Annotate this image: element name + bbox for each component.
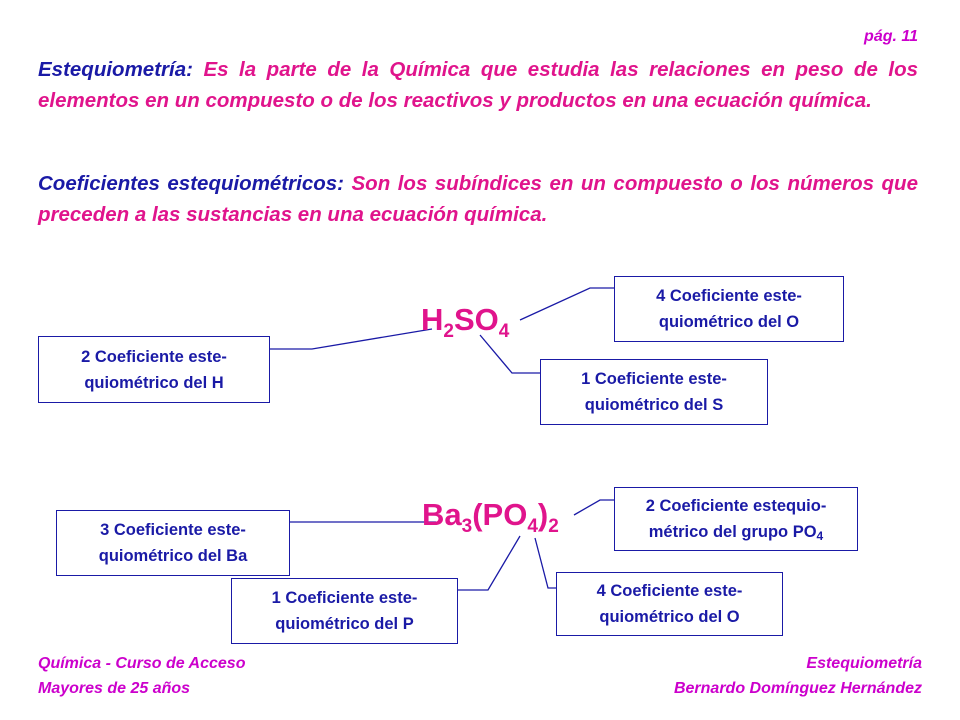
connector-h — [270, 329, 432, 349]
connector-o-top — [520, 288, 614, 320]
connector-p — [458, 536, 520, 590]
definition-text: Son los subíndices en un compuesto o los números que preceden a las sustancias en una ecuación química. — [38, 172, 918, 226]
box-coef-ba: 3 Coeficiente este- quiométrico del Ba — [56, 510, 290, 576]
box-coef-h: 2 Coeficiente este- quiométrico del H — [38, 336, 270, 403]
definition-term: Estequiometría: — [38, 58, 193, 81]
footer-course: Química - Curso de Acceso Mayores de 25 años — [38, 655, 246, 697]
page-number: pág. 11 — [864, 28, 918, 45]
box-coef-s: 1 Coeficiente este- quiométrico del S — [540, 359, 768, 425]
connector-s — [480, 335, 540, 373]
formula-h2so4: $H_2SO_4$ — [421, 302, 510, 342]
connector-o-bottom — [535, 538, 556, 588]
box-coef-p: 1 Coeficiente este- quiométrico del P — [231, 578, 458, 644]
formula-ba3po42: $Ba_3(PO_4)_2$ — [422, 497, 559, 537]
box-coef-po4: 2 Coeficiente estequio- métrico del grupo $PO_4$ — [614, 487, 858, 551]
definition-text: Es la parte de la Química que estudia las relaciones en peso de los elementos en un compuesto o de los reactivos y productos en una ecuación química. — [38, 58, 918, 112]
box-coef-o: 4 Coeficiente este- quiométrico del O — [614, 276, 844, 342]
footer-author: Estequiometría Bernardo Domínguez Hernández — [673, 655, 922, 697]
connector-po4 — [574, 500, 614, 515]
box-coef-o-2: 4 Coeficiente este- quiométrico del O — [556, 572, 783, 636]
definition-term: Coeficientes estequiométricos: — [38, 172, 344, 195]
